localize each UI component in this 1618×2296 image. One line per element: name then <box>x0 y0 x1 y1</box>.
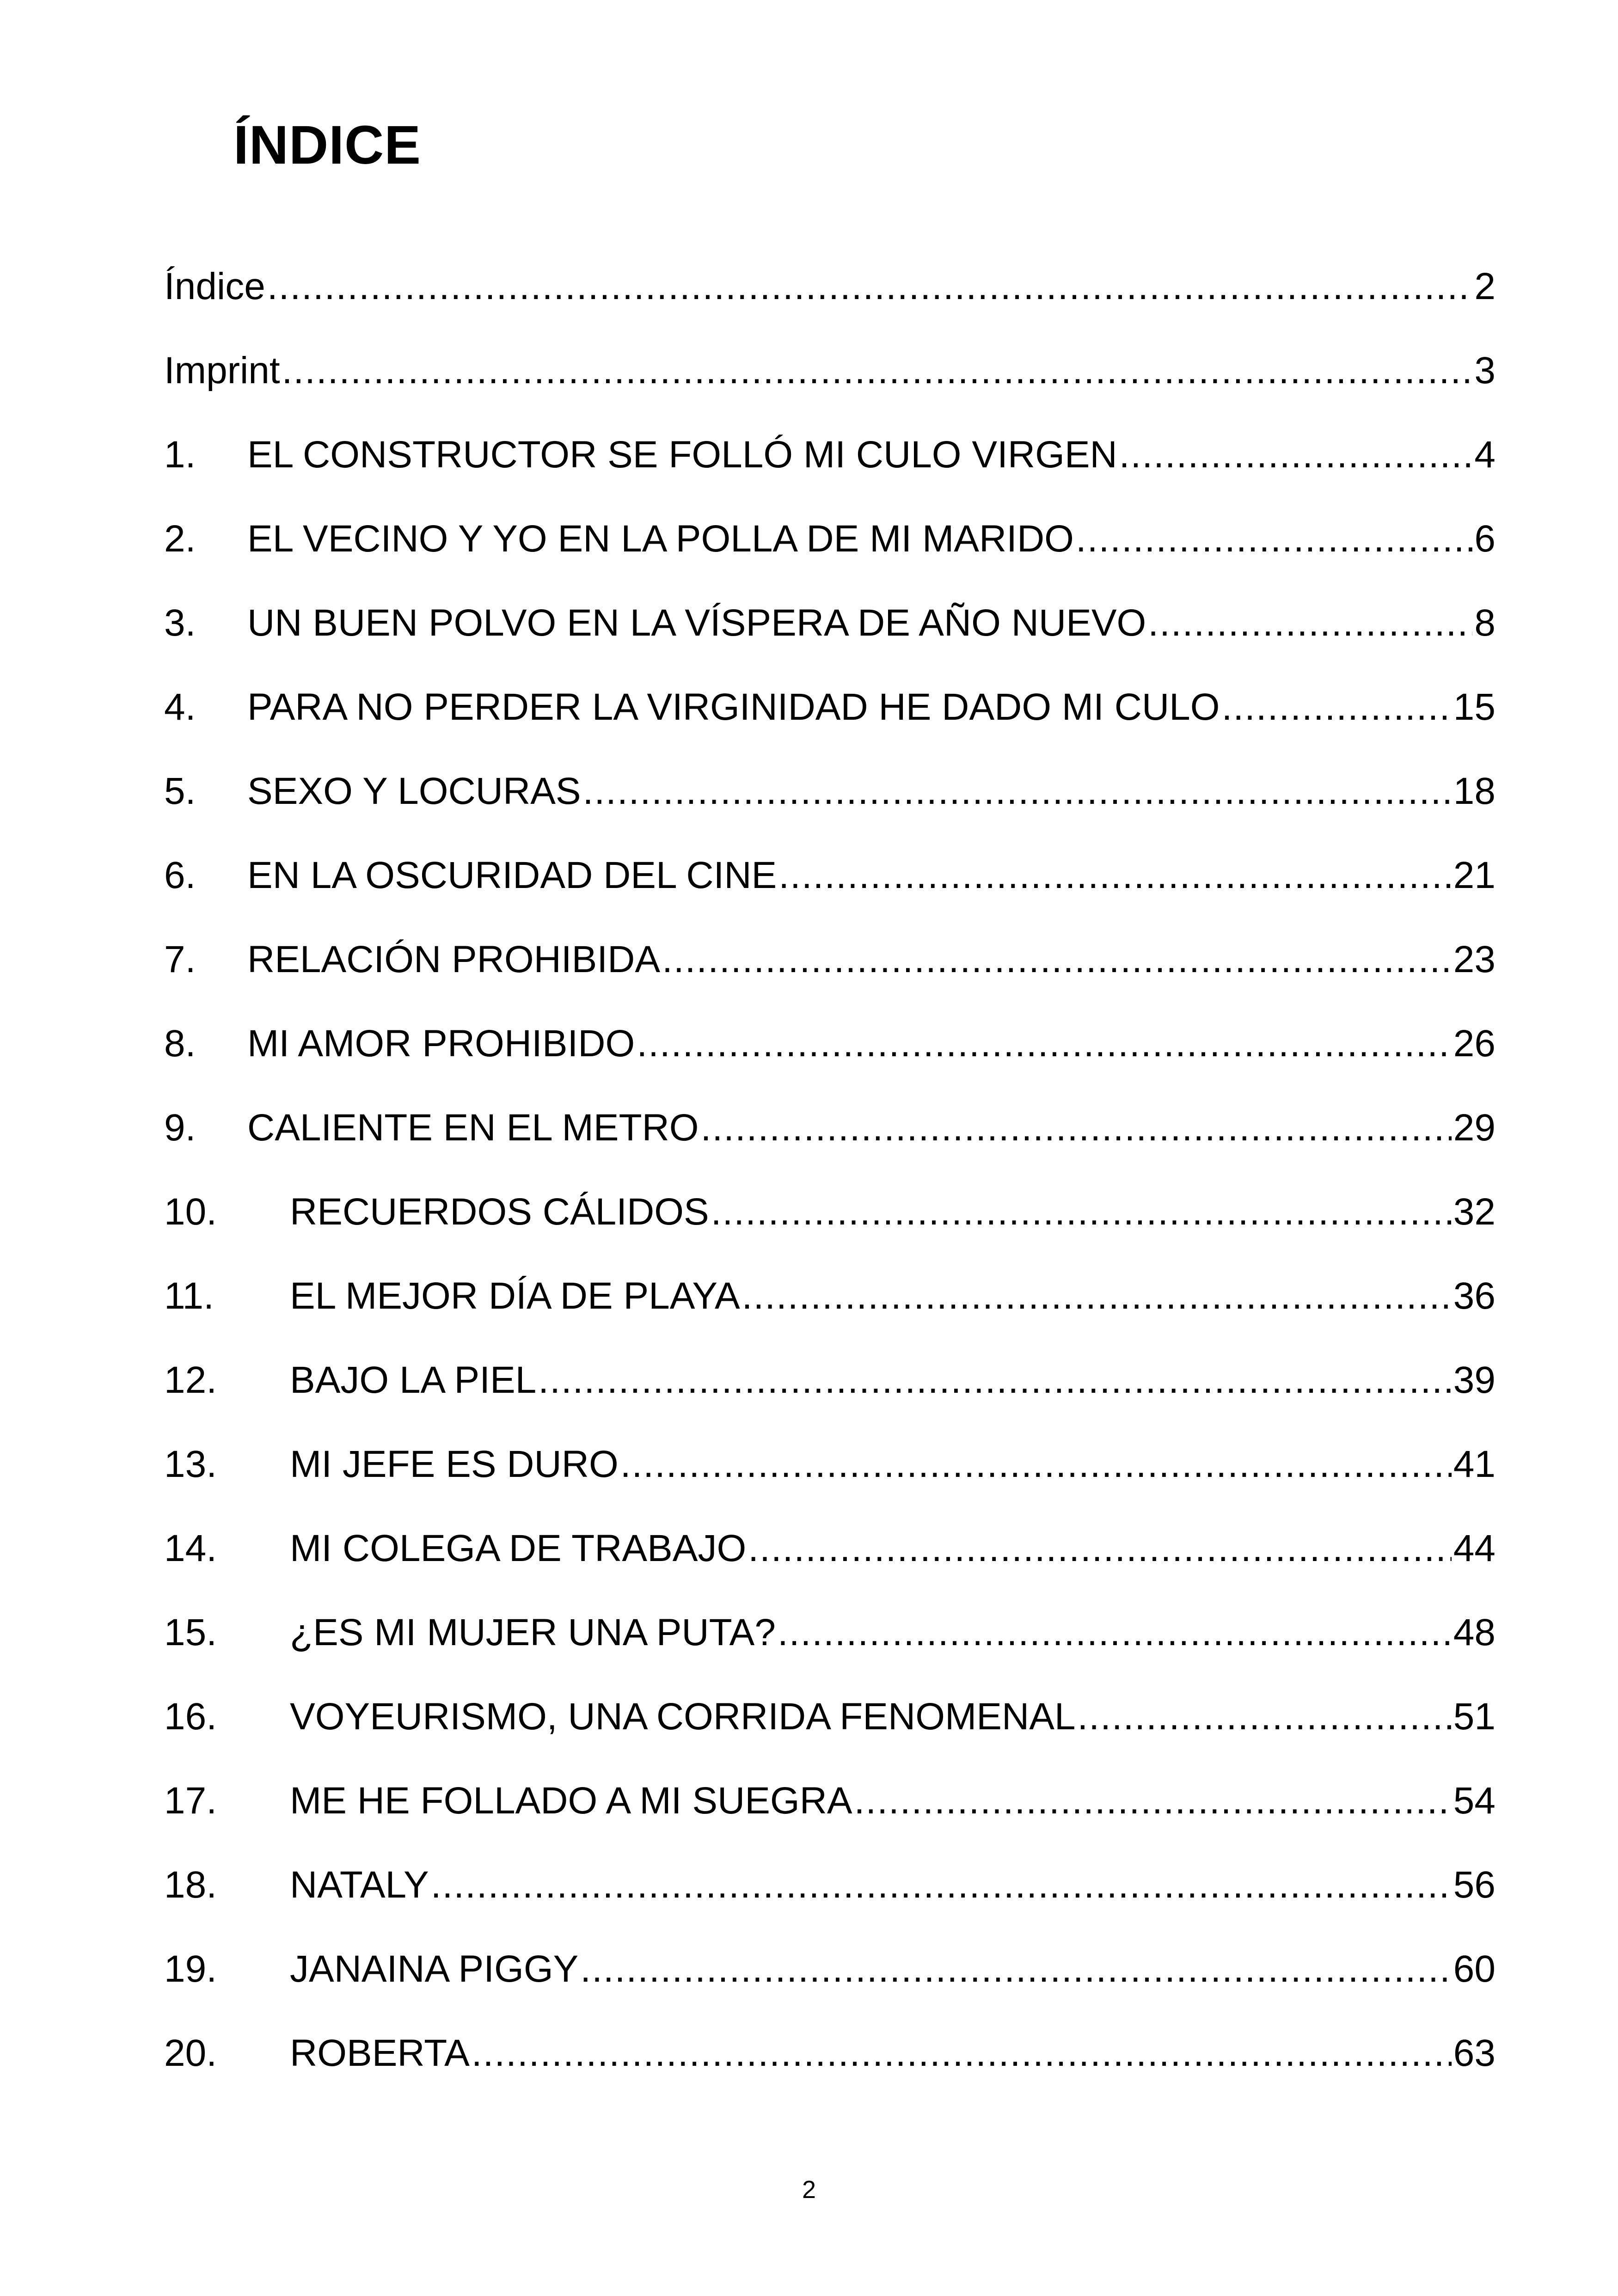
toc-page-number: 60 <box>1453 1948 1495 1990</box>
toc-page-number: 56 <box>1453 1864 1495 1906</box>
toc-number: 4. <box>164 686 196 728</box>
toc-entry[interactable] <box>164 511 1495 567</box>
toc-number: 3. <box>164 602 196 644</box>
toc-number: 10. <box>164 1191 217 1233</box>
toc-entry[interactable] <box>164 680 1495 735</box>
toc-title: VOYEURISMO, UNA CORRIDA FENOMENAL <box>290 1696 1076 1738</box>
toc-entry[interactable] <box>164 1941 1495 1997</box>
dot-leader <box>662 932 1452 987</box>
toc-number: 12. <box>164 1359 217 1401</box>
dot-leader <box>1076 511 1472 567</box>
toc-page-number: 44 <box>1453 1527 1495 1569</box>
toc-number: 16. <box>164 1696 217 1738</box>
toc-title: EL MEJOR DÍA DE PLAYA <box>290 1275 740 1317</box>
dot-leader <box>1222 680 1452 735</box>
toc-page-number: 29 <box>1453 1107 1495 1149</box>
toc-page-number: 4 <box>1474 434 1495 476</box>
toc-title: ROBERTA <box>290 2032 470 2074</box>
toc-entry[interactable] <box>164 932 1495 987</box>
toc-number: 8. <box>164 1022 196 1065</box>
toc-title: ME HE FOLLADO A MI SUEGRA <box>290 1780 852 1822</box>
dot-leader <box>1078 1689 1452 1745</box>
toc-number: 9. <box>164 1107 196 1149</box>
dot-leader <box>1119 427 1473 483</box>
toc-entry[interactable] <box>164 1689 1495 1745</box>
toc-page-number: 2 <box>1474 265 1495 307</box>
toc-page-number: 6 <box>1474 518 1495 560</box>
toc-entry[interactable] <box>164 1437 1495 1492</box>
toc-title: RECUERDOS CÁLIDOS <box>290 1191 709 1233</box>
toc-entry[interactable] <box>164 1184 1495 1240</box>
toc-title: UN BUEN POLVO EN LA VÍSPERA DE AÑO NUEVO <box>247 602 1146 644</box>
toc-page-number: 36 <box>1453 1275 1495 1317</box>
toc-title: EL VECINO Y YO EN LA POLLA DE MI MARIDO <box>247 518 1074 560</box>
page-title: ÍNDICE <box>233 115 421 176</box>
toc-entry[interactable] <box>164 2026 1495 2081</box>
dot-leader <box>1148 595 1472 651</box>
toc-page-number: 39 <box>1453 1359 1495 1401</box>
toc-page-number: 23 <box>1453 938 1495 980</box>
dot-leader <box>583 764 1452 819</box>
dot-leader <box>538 1353 1452 1408</box>
toc-entry[interactable] <box>164 1857 1495 1913</box>
toc-number: 17. <box>164 1780 217 1822</box>
dot-leader <box>637 1016 1451 1071</box>
toc-page-number: 54 <box>1453 1780 1495 1822</box>
toc-title: MI COLEGA DE TRABAJO <box>290 1527 747 1569</box>
toc-entry[interactable] <box>164 1773 1495 1829</box>
toc-number: 19. <box>164 1948 217 1990</box>
toc-title: MI JEFE ES DURO <box>290 1443 619 1485</box>
toc-number: 14. <box>164 1527 217 1569</box>
toc-number: 11. <box>164 1275 214 1317</box>
toc-entry[interactable] <box>164 343 1495 398</box>
toc-page-number: 8 <box>1474 602 1495 644</box>
toc-title: PARA NO PERDER LA VIRGINIDAD HE DADO MI CULO <box>247 686 1220 728</box>
toc-page-number: 3 <box>1474 349 1495 392</box>
toc-page-number: 51 <box>1453 1696 1495 1738</box>
toc-page-number: 21 <box>1453 854 1495 896</box>
toc-page-number: 48 <box>1453 1611 1495 1653</box>
toc-number: 6. <box>164 854 196 896</box>
toc-page-number: 63 <box>1453 2032 1495 2074</box>
toc-entry[interactable] <box>164 1268 1495 1324</box>
dot-leader <box>854 1773 1452 1829</box>
toc-title: BAJO LA PIEL <box>290 1359 537 1401</box>
toc-title: EN LA OSCURIDAD DEL CINE <box>247 854 777 896</box>
toc-entry[interactable] <box>164 1016 1495 1071</box>
toc-entry[interactable] <box>164 848 1495 903</box>
toc-entry[interactable] <box>164 427 1495 483</box>
toc-title: Índice <box>164 265 265 307</box>
dot-leader <box>778 848 1452 903</box>
toc-number: 20. <box>164 2032 217 2074</box>
toc-title: RELACIÓN PROHIBIDA <box>247 938 661 980</box>
toc-page-number: 15 <box>1453 686 1495 728</box>
toc-title: SEXO Y LOCURAS <box>247 770 581 812</box>
toc-entry[interactable] <box>164 764 1495 819</box>
toc-number: 2. <box>164 518 196 560</box>
dot-leader <box>580 1941 1451 1997</box>
toc-number: 15. <box>164 1611 217 1653</box>
toc-number: 1. <box>164 434 196 476</box>
dot-leader <box>778 1605 1452 1660</box>
dot-leader <box>431 1857 1452 1913</box>
dot-leader <box>267 259 1473 314</box>
toc-entry[interactable] <box>164 1521 1495 1576</box>
toc-entry[interactable] <box>164 1100 1495 1156</box>
dot-leader <box>711 1184 1452 1240</box>
toc-title: Imprint <box>164 349 280 392</box>
dot-leader <box>282 343 1473 398</box>
page-number-footer: 2 <box>802 2176 816 2204</box>
toc-title: NATALY <box>290 1864 429 1906</box>
toc-number: 7. <box>164 938 196 980</box>
dot-leader <box>742 1268 1452 1324</box>
dot-leader <box>472 2026 1452 2081</box>
toc-page-number: 41 <box>1453 1443 1495 1485</box>
toc-number: 18. <box>164 1864 217 1906</box>
dot-leader <box>620 1437 1452 1492</box>
toc-number: 13. <box>164 1443 217 1485</box>
toc-entry[interactable] <box>164 595 1495 651</box>
toc-page-number: 18 <box>1453 770 1495 812</box>
toc-entry[interactable] <box>164 1353 1495 1408</box>
toc-title: CALIENTE EN EL METRO <box>247 1107 699 1149</box>
toc-page-number: 32 <box>1453 1191 1495 1233</box>
dot-leader <box>701 1100 1452 1156</box>
toc-entry[interactable] <box>164 259 1495 314</box>
dot-leader <box>748 1521 1451 1576</box>
toc-title: EL CONSTRUCTOR SE FOLLÓ MI CULO VIRGEN <box>247 434 1117 476</box>
toc-number: 5. <box>164 770 196 812</box>
toc-title: ¿ES MI MUJER UNA PUTA? <box>290 1611 776 1653</box>
toc-title: JANAINA PIGGY <box>290 1948 579 1990</box>
toc-page-number: 26 <box>1453 1022 1495 1065</box>
toc-entry[interactable] <box>164 1605 1495 1660</box>
toc-title: MI AMOR PROHIBIDO <box>247 1022 635 1065</box>
